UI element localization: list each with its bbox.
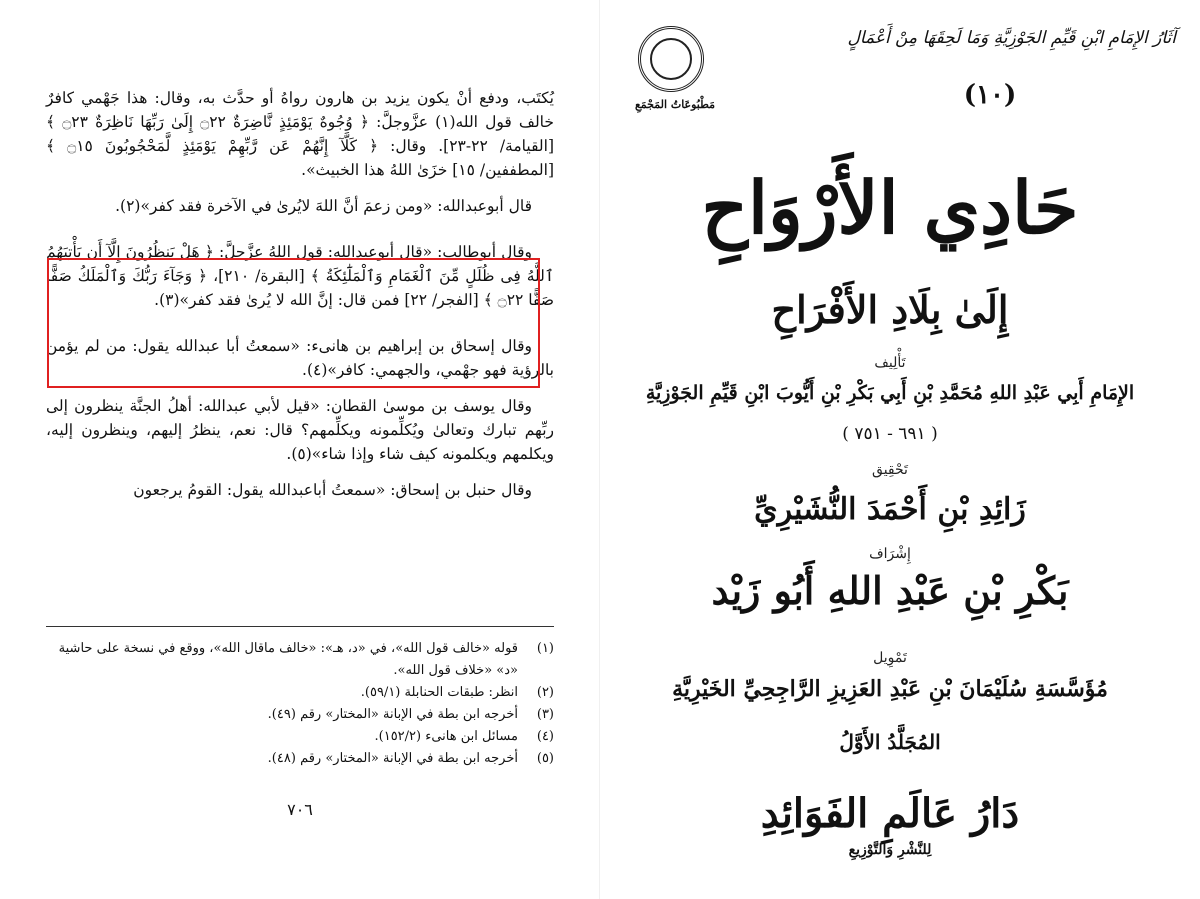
author-name: الإِمَامِ أَبِي عَبْدِ اللهِ مُحَمَّدِ بْنِ أَبِي بَكْرِ بْنِ أَيُّوبَ ابْنِ قَيِّمِ الجَوْزِيَّةِ [645,382,1135,404]
funding-label: تَمْوِيل [873,650,907,666]
footnote-number: (٥) [536,751,554,766]
footnote-item [46,726,554,748]
footnote-text: مسائل ابن هانىء (١٥٢/٢). [374,729,518,744]
publisher-logo: دَارُ عَالَمِ الفَوَائِدِ [760,790,1020,837]
footnote-text: أخرجه ابن بطة في الإبانة «المختار» رقم (٤٨). [267,751,518,766]
book-title: حَادِي الأَرْوَاحِ [701,165,1079,250]
footnote-item [46,638,554,682]
paragraph: وقال حنبل بن إسحاق: «سمعتُ أباعبدالله يقول: القومُ يرجعون [133,481,532,499]
footnote-number: (٣) [536,707,554,722]
footnote-number: (١) [536,641,554,656]
footnote-text: أخرجه ابن بطة في الإبانة «المختار» رقم (٤٩). [267,707,518,722]
paragraph: يُكتَب، ودفع أنْ يكون يزيد بن هارون رواهُ أو حدَّث به، وقال: هذا جَهْمي كافرٌ خالف قول الله(١) عزَّوجلَّ: ﴿ وُجُوهٌ يَوْمَئِذٍ نَّاضِرَةٌ ۝٢٢ إِلَىٰ رَبِّهَا نَاظِرَةٌ ۝٢٣ ﴾ [القيامة/ ٢٢-٢٣]. وقال: ﴿ كَلَّآ إِنَّهُمْ عَن رَّبِّهِمْ يَوْمَئِذٍ لَّمَحْجُوبُونَ ۝١٥ ﴾ [المطففين/ ١٥] خزَىٰ اللهُ هذا الخبيث». [46,89,554,179]
volume-label: المُجَلَّدُ الأَوَّلُ [839,730,941,754]
author-years: ( ٦٩١ - ٧٥١ ) [842,424,938,444]
supervisor-name: بَكْرِ بْنِ عَبْدِ اللهِ أَبُو زَيْد [711,568,1069,613]
footnote-item [46,704,554,726]
footnote-text: قوله «خالف قول الله»، في «د، هـ»: «خالف ماقال الله»، ووقع في نسخة على حاشية «د» «خلاف قول الله». [58,641,518,678]
publisher-seal-icon [638,26,704,92]
publisher-series: مَطْبُوعَاتُ المَجْمَعِ [634,98,716,111]
highlighted-paragraph: وقال أبوطالب: «قال أبوعبدالله: قول اللهُ عزَّجلَّ: ﴿ هَلْ يَنظُرُونَ إِلَّآ أَن يَأْتِيَهُمُ ٱللَّهُ فِى ظُلَلٍ مِّنَ ٱلْغَمَامِ وَٱلْمَلَٰٓئِكَةُ ﴾ [البقرة/ ٢١٠]، ﴿ وَجَآءَ رَبُّكَ وَٱلْمَلَكُ صَفًّا صَفًّا ۝٢٢ ﴾ [الفجر/ ٢٢] فمن قال: إنَّ الله لا يُرىٰ فقد كفر»(٣). [46,243,554,309]
series-title: آثَارُ الإِمَامِ ابْنِ قَيِّمِ الجَوْزِيَّةِ وَمَا لَحِقَهَا مِنْ أَعْمَالٍ [847,28,1176,48]
funding-organization: مُؤَسَّسَةِ سُلَيْمَانَ بْنِ عَبْدِ العَزِيزِ الرَّاجِحِيِّ الخَيْرِيَّةِ [672,676,1108,702]
book-subtitle: إِلَىٰ بِلَادِ الأَفْرَاحِ [771,287,1009,332]
footnotes [46,638,554,770]
red-highlight-box [47,258,540,388]
title-page [600,0,1200,899]
editor-name: زَائِدِ بْنِ أَحْمَدَ النُّشَيْرِيِّ [754,492,1026,527]
page-number: ٧٠٦ [287,800,313,819]
footnote-item [46,682,554,704]
footnote-number: (٢) [536,685,554,700]
paragraph: وقال إسحاق بن إبراهيم بن هانىء: «سمعتُ أبا عبدالله يقول: من لم يؤمن بالرؤية فهو جهْمي، والجهمي: كافر»(٤). [46,337,554,379]
footnote-number: (٤) [536,729,554,744]
supervision-label: إِشْرَاف [869,546,911,562]
volume-number: (١٠) [963,80,1017,110]
authorship-label: تَأْلِيف [874,355,906,371]
footnote-text: انظر: طبقات الحنابلة (٥٩/١). [360,685,518,700]
editing-label: تَحْقِيق [872,462,908,478]
paragraph: وقال يوسف بن موسىٰ القطان: «قيل لأبي عبدالله: أهلُ الجنَّة ينظرون إلى ربِّهم تبارك وتعالىٰ ويُكلِّمونه ويكلِّمهم؟ قال: نعم، ينظرُ إليهم، وينظرون إليه، ويكلمهم ويكلمونه كيف شاء وإذا شاء»(٥). [46,397,554,463]
footnote-divider [46,626,554,627]
footnote-item [46,748,554,770]
paragraph: قال أبوعبدالله: «ومن زعمَ أنَّ اللهَ لايُرىٰ في الآخرة فقد كفر»(٢). [115,197,532,215]
publisher-tagline: لِلنَّشْرِ وَالتَّوْزِيعِ [848,842,932,858]
